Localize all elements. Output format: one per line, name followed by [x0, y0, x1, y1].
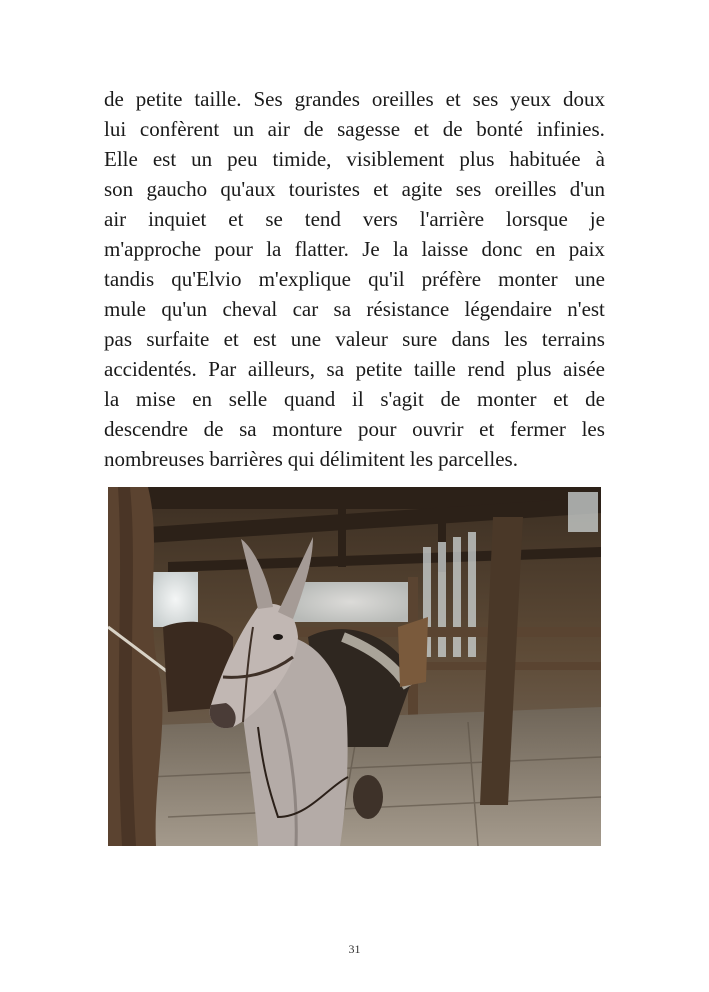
- word: et: [553, 387, 569, 411]
- word: ses: [455, 177, 482, 201]
- word: aisée: [563, 357, 605, 381]
- word: la: [104, 387, 120, 411]
- word: oreilles: [371, 87, 434, 111]
- mule-in-barn-photo: [108, 487, 601, 846]
- word: pour: [214, 237, 253, 261]
- word: et: [228, 207, 244, 231]
- word: s'agit: [380, 387, 424, 411]
- word: et: [223, 327, 239, 351]
- word: touristes: [288, 177, 360, 201]
- text-line: [104, 384, 605, 414]
- word: taille.: [194, 87, 242, 111]
- word: selle: [228, 387, 268, 411]
- word: monture: [272, 417, 343, 441]
- word: la: [393, 237, 409, 261]
- word: Je: [362, 237, 380, 261]
- word: tend: [304, 207, 341, 231]
- word: sagesse: [337, 117, 401, 141]
- word: n'est: [567, 297, 605, 321]
- word: un: [191, 147, 213, 171]
- word: est: [253, 327, 277, 351]
- word: cheval: [222, 297, 278, 321]
- word: peu: [227, 147, 258, 171]
- word: fermer: [509, 417, 566, 441]
- word: air: [267, 117, 290, 141]
- word: de: [303, 117, 324, 141]
- word: quand: [283, 387, 336, 411]
- word: à: [595, 147, 605, 171]
- word: une: [290, 327, 322, 351]
- word: mise: [135, 387, 176, 411]
- word: et: [445, 87, 461, 111]
- text-line: [104, 84, 605, 114]
- text-line: [104, 174, 605, 204]
- text-line: [104, 114, 605, 144]
- word: l'arrière: [419, 207, 485, 231]
- word: laisse: [421, 237, 469, 261]
- word: petite: [135, 87, 183, 111]
- word: en: [192, 387, 213, 411]
- photo-illustration: [108, 487, 601, 846]
- word: agite: [401, 177, 443, 201]
- word: de: [440, 387, 461, 411]
- word: est: [152, 147, 177, 171]
- word: son: [104, 177, 134, 201]
- word: bonté: [476, 117, 523, 141]
- text-line: [104, 264, 605, 294]
- word: vers: [362, 207, 398, 231]
- text-line: [104, 204, 605, 234]
- word: infinies.: [536, 117, 605, 141]
- word: les: [409, 447, 434, 471]
- word: la: [266, 237, 282, 261]
- word: taille: [413, 357, 456, 381]
- word: pas: [104, 327, 132, 351]
- text-line: [104, 144, 605, 174]
- word: les: [504, 327, 528, 351]
- word: car: [292, 297, 319, 321]
- word: rend: [467, 357, 505, 381]
- word: petite: [355, 357, 403, 381]
- word: donc: [481, 237, 523, 261]
- word: en: [535, 237, 556, 261]
- word: dans: [451, 327, 490, 351]
- word: confèrent: [139, 117, 220, 141]
- word: et: [373, 177, 389, 201]
- word: résistance: [366, 297, 450, 321]
- word: habituée: [509, 147, 581, 171]
- word: accidentés.: [104, 357, 197, 381]
- word: sa: [239, 417, 257, 441]
- text-line: [104, 324, 605, 354]
- word: plus: [516, 357, 552, 381]
- word: Par: [208, 357, 237, 381]
- word: lui: [104, 117, 127, 141]
- word: et: [479, 417, 495, 441]
- word: Ses: [253, 87, 283, 111]
- word: de: [104, 87, 124, 111]
- word: yeux: [510, 87, 552, 111]
- word: monter: [498, 267, 558, 291]
- word: lorsque: [506, 207, 568, 231]
- word: air: [104, 207, 127, 231]
- word: valeur: [335, 327, 388, 351]
- page-number: 31: [348, 942, 361, 956]
- word: mule: [104, 297, 146, 321]
- word: inquiet: [148, 207, 207, 231]
- text-line: [104, 414, 605, 444]
- word: oreilles: [494, 177, 557, 201]
- text-line: [104, 294, 605, 324]
- word: sure: [402, 327, 438, 351]
- word: un: [232, 117, 254, 141]
- word: ailleurs,: [247, 357, 315, 381]
- word: je: [589, 207, 605, 231]
- word: plus: [459, 147, 495, 171]
- word: les: [581, 417, 605, 441]
- word: légendaire: [464, 297, 552, 321]
- word: timide,: [272, 147, 332, 171]
- word: se: [265, 207, 283, 231]
- word: qu'Elvio: [171, 267, 242, 291]
- word: qu'aux: [220, 177, 276, 201]
- word: terrains: [541, 327, 605, 351]
- word: nombreuses: [104, 447, 205, 471]
- word: paix: [568, 237, 605, 261]
- text-line: [104, 234, 605, 264]
- word: visiblement: [346, 147, 445, 171]
- word: sa: [326, 357, 345, 381]
- word: parcelles.: [438, 447, 518, 471]
- word: monter: [477, 387, 537, 411]
- word: préfère: [421, 267, 482, 291]
- word: de: [442, 117, 463, 141]
- word: ses: [472, 87, 499, 111]
- word: surfaite: [146, 327, 210, 351]
- word: il: [351, 387, 364, 411]
- word: barrières: [209, 447, 283, 471]
- word: gaucho: [146, 177, 208, 201]
- text-line: [104, 354, 605, 384]
- word: descendre: [104, 417, 188, 441]
- word: qu'un: [161, 297, 208, 321]
- word: tandis: [104, 267, 155, 291]
- word: de: [203, 417, 224, 441]
- word: ouvrir: [412, 417, 464, 441]
- text-line: [104, 444, 605, 474]
- word: une: [574, 267, 605, 291]
- word: grandes: [294, 87, 360, 111]
- word: flatter.: [294, 237, 349, 261]
- word: qu'il: [368, 267, 405, 291]
- word: Elle: [104, 147, 138, 171]
- word: doux: [562, 87, 605, 111]
- word: et: [413, 117, 429, 141]
- word: sa: [333, 297, 352, 321]
- word: qui: [287, 447, 315, 471]
- word: d'un: [569, 177, 605, 201]
- body-paragraph: [104, 84, 605, 474]
- word: délimitent: [319, 447, 405, 471]
- word: m'approche: [104, 237, 202, 261]
- word: de: [585, 387, 605, 411]
- word: pour: [357, 417, 397, 441]
- word: m'explique: [258, 267, 352, 291]
